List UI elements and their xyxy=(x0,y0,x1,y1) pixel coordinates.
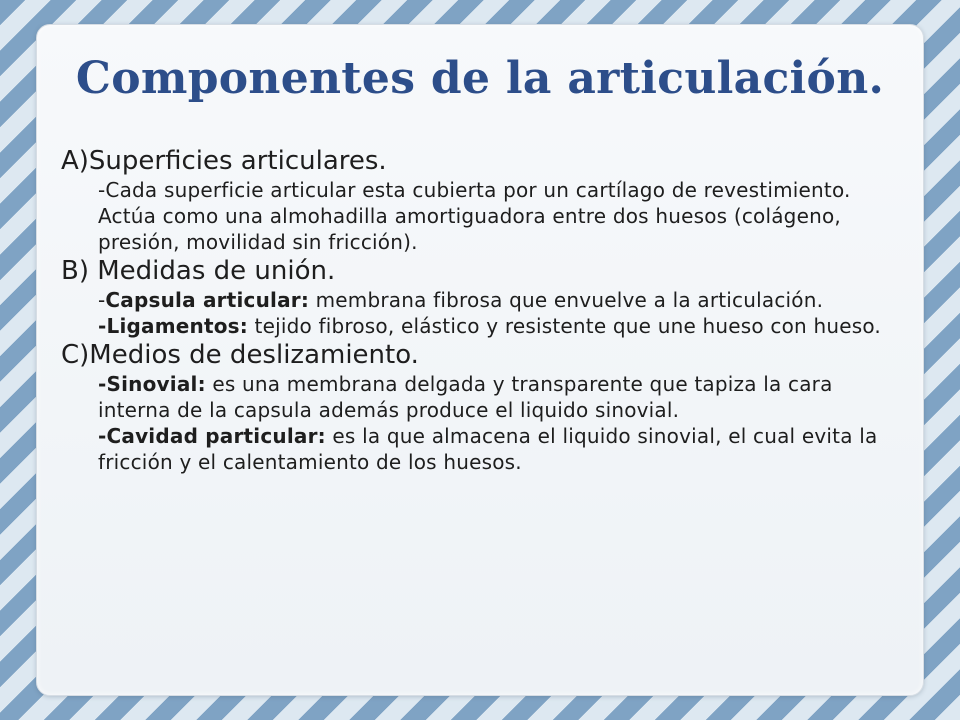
section-heading-b: B) Medidas de unión. xyxy=(61,256,336,286)
term-sinovial: -Sinovial: xyxy=(98,372,206,396)
slide-content xyxy=(61,145,901,475)
section-a-paragraph-1 xyxy=(61,177,901,255)
term-ligamentos: -Ligamentos: xyxy=(98,314,248,338)
section-b-paragraph-2 xyxy=(61,313,901,339)
section-b-paragraph-1 xyxy=(61,287,901,313)
section-c-paragraph-2 xyxy=(61,423,901,475)
term-capsula-articular: Capsula articular: xyxy=(105,288,310,312)
section-heading-c: C)Medios de deslizamiento. xyxy=(61,340,419,370)
paragraph-prefix: - xyxy=(98,288,106,312)
paragraph-text: membrana fibrosa que envuelve a la articulación. xyxy=(309,288,824,312)
paragraph-text: tejido fibroso, elástico y resistente que une hueso con hueso. xyxy=(247,314,881,338)
section-heading-a: A)Superficies articulares. xyxy=(61,146,387,176)
paragraph-text: es una membrana delgada y transparente que tapiza la cara interna de la capsula además produce el liquido sinovial. xyxy=(98,372,833,422)
slide-panel xyxy=(36,24,924,696)
term-cavidad-particular: -Cavidad particular: xyxy=(98,424,326,448)
paragraph-text: es la que almacena el liquido sinovial, el cual evita la fricción y el calentamiento de los huesos. xyxy=(98,424,878,474)
paragraph-text: -Cada superficie articular esta cubierta por un cartílago de revestimiento. Actúa como una almohadilla amortiguadora entre dos huesos (colágeno, presión, movilidad sin fricción). xyxy=(98,178,851,254)
section-c-paragraph-1 xyxy=(61,371,901,423)
slide-title: Componentes de la articulación. xyxy=(75,53,885,104)
